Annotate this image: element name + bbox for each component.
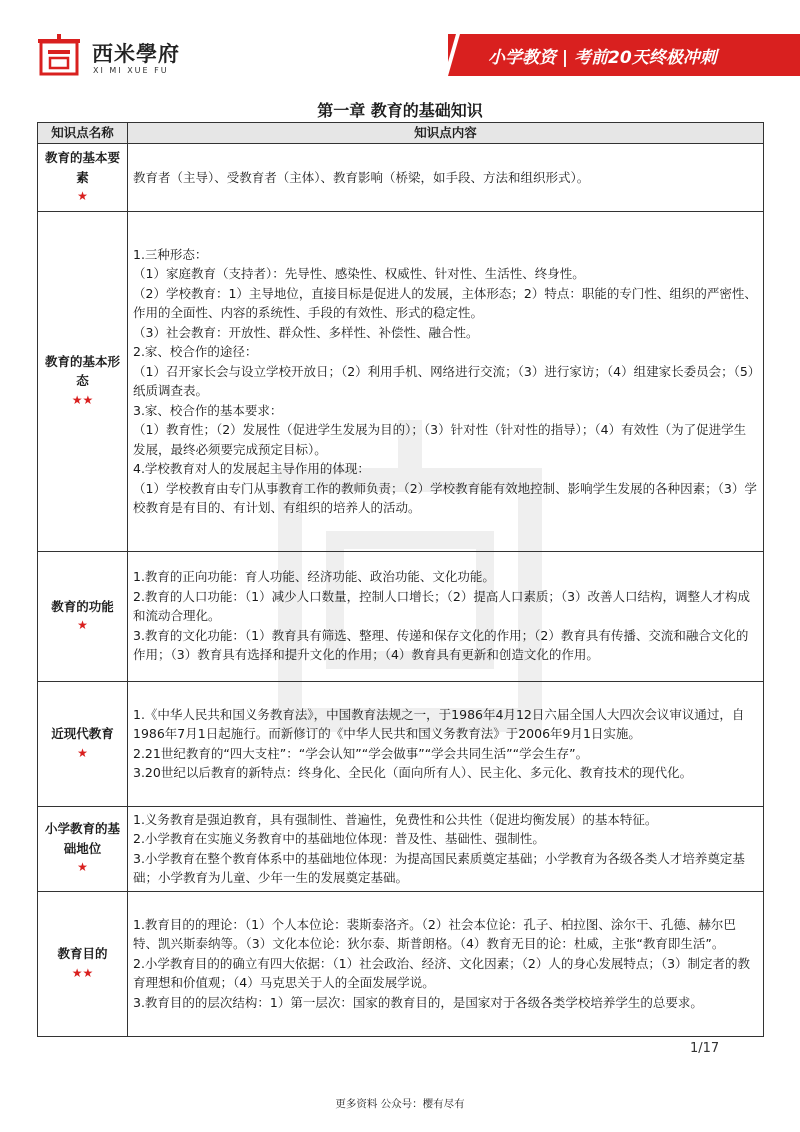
topic-name: 教育的基本形态 (44, 353, 120, 389)
content-line: 2.小学教育在实施义务教育中的基础地位体现：普及性、基础性、强制性。 (133, 831, 545, 846)
content-line: 3.20世纪以后教育的新特点：终身化、全民化（面向所有人）、民主化、多元化、教育技术的现代化。 (133, 765, 693, 780)
topic-name: 小学教育的基础地位 (44, 821, 120, 856)
brand-subtitle: XI MI XUE FU (93, 66, 169, 75)
banner-text: 小学教资 | 考前20天终极冲刺 (488, 48, 717, 68)
content-line: （1）教育性；（2）发展性（促进学生发展为目的）；（3）针对性（针对性的指导）；（4）有效性（为了促进学生发展，最终必须要完成预定目标）。 (133, 422, 747, 457)
topic-name: 教育的功能 (51, 598, 114, 614)
topic-name: 近现代教育 (51, 726, 114, 741)
topic-content-cell (128, 681, 764, 806)
content-line: （1）家庭教育（支持者）：先导性、感染性、权威性、针对性、生活性、终身性。 (133, 266, 585, 281)
knowledge-table (37, 122, 764, 1037)
content-line: 2.教育的人口功能：（1）减少人口数量，控制人口增长；（2）提高人口素质；（3）改善人口结构，调整人才构成和流动合理化。 (133, 588, 751, 624)
column-header-content: 知识点内容 (128, 123, 764, 144)
page-footer: 更多资料 公众号：樱有尽有 (335, 1098, 465, 1110)
content-line: 3.教育目的的层次结构：1）第一层次：国家的教育目的，是国家对于各级各类学校培养学生的总要求。 (133, 994, 703, 1010)
importance-stars: ★ (77, 618, 88, 632)
column-header-name: 知识点名称 (38, 123, 128, 144)
table-row (38, 891, 764, 1036)
content-line: 2.21世纪教育的“四大支柱”：“学会认知”“学会做事”“学会共同生活”“学会生存”。 (133, 745, 589, 761)
topic-name-cell (38, 891, 128, 1036)
importance-stars: ★★ (71, 392, 94, 407)
table-row (38, 144, 764, 212)
content-line: 1.教育的正向功能：育人功能、经济功能、政治功能、文化功能。 (133, 569, 495, 585)
page-header (0, 0, 800, 95)
topic-content-cell (128, 891, 764, 1036)
topic-content-cell (128, 211, 764, 551)
topic-content-cell (128, 144, 764, 212)
table-row (38, 806, 764, 891)
header-banner (448, 34, 800, 76)
topic-name-cell (38, 211, 128, 551)
table-row (38, 681, 764, 806)
page-number: 1/17 (690, 1041, 720, 1056)
importance-stars: ★ (77, 745, 88, 760)
content-line: 4.学校教育对人的发展起主导作用的体现： (133, 461, 370, 476)
content-line: 1.义务教育是强迫教育，具有强制性、普遍性，免费性和公共性（促进均衡发展）的基本特征。 (133, 811, 658, 827)
table-header-row (38, 123, 764, 144)
content-line: 3.家、校合作的基本要求： (133, 402, 283, 418)
brand-name: 西米學府 (92, 41, 180, 66)
content-line: 2.家、校合作的途径： (133, 344, 258, 359)
topic-content-cell (128, 806, 764, 891)
content-line: （1）召开家长会与设立学校开放日；（2）利用手机、网络进行交流；（3）进行家访；（4）组建家长委员会；（5）纸质调查表。 (133, 363, 755, 398)
content-line: （3）社会教育：开放性、群众性、多样性、补偿性、融合性。 (133, 324, 479, 340)
content-line: （2）学校教育：1）主导地位，直接目标是促进人的发展，主体形态；2）特点：职能的专门性、组织的严密性、作用的全面性、内容的系统性、手段的有效性、形式的稳定性。 (133, 285, 757, 320)
topic-name: 教育目的 (57, 946, 108, 961)
topic-name-cell (38, 806, 128, 891)
topic-name-cell (38, 681, 128, 806)
topic-content-cell (128, 551, 764, 681)
content-line: 1.教育目的的理论：（1）个人本位论：裴斯泰洛齐。（2）社会本位论：孔子、柏拉图、涂尔干、孔德、赫尔巴特、凯兴斯泰纳等。（3）文化本位论：狄尔泰、斯普朗格。（4）教育无目的论：杜威，主张“教育即生活”。 (133, 916, 736, 952)
content-line: 教育者（主导）、受教育者（主体）、教育影响（桥梁，如手段、方法和组织形式）。 (133, 169, 590, 185)
topic-name: 教育的基本要素 (44, 150, 120, 185)
content-line: （1）学校教育由专门从事教育工作的教师负责；（2）学校教育能有效地控制、影响学生发展的各种因素；（3）学校教育是有目的、有计划、有组织的培养人的活动。 (133, 480, 757, 515)
importance-stars: ★ (77, 189, 88, 203)
content-line: 3.教育的文化功能：（1）教育具有筛选、整理、传递和保存文化的作用；（2）教育具有传播、交流和融合文化的作用；（3）教育具有选择和提升文化的作用；（4）教育具有更新和创造文化的作用。 (133, 627, 749, 663)
brand-logo-icon (38, 34, 80, 76)
topic-name-cell (38, 144, 128, 212)
importance-stars: ★★ (71, 965, 94, 980)
content-line: 3.小学教育在整个教育体系中的基础地位体现：为提高国民素质奠定基础；小学教育为各级各类人才培养奠定基础；小学教育为儿童、少年一生的发展奠定基础。 (133, 850, 745, 885)
importance-stars: ★ (77, 860, 88, 875)
table-row (38, 551, 764, 681)
table-body (38, 144, 764, 1037)
table-row (38, 211, 764, 551)
chapter-title: 第一章 教育的基础知识 (317, 101, 483, 120)
content-line: 1.《中华人民共和国义务教育法》，中国教育法规之一，于1986年4月12日六届全国人大四次会议审议通过，自1986年7月1日起施行。而新修订的《中华人民共和国义务教育法》于2006年9月1日实施。 (133, 706, 745, 741)
content-line: 2.小学教育目的的确立有四大依据：（1）社会政治、经济、文化因素；（2）人的身心发展特点；（3）制定者的教育理想和价值观；（4）马克思关于人的全面发展学说。 (133, 955, 751, 991)
content-line: 1.三种形态： (133, 246, 208, 262)
topic-name-cell (38, 551, 128, 681)
